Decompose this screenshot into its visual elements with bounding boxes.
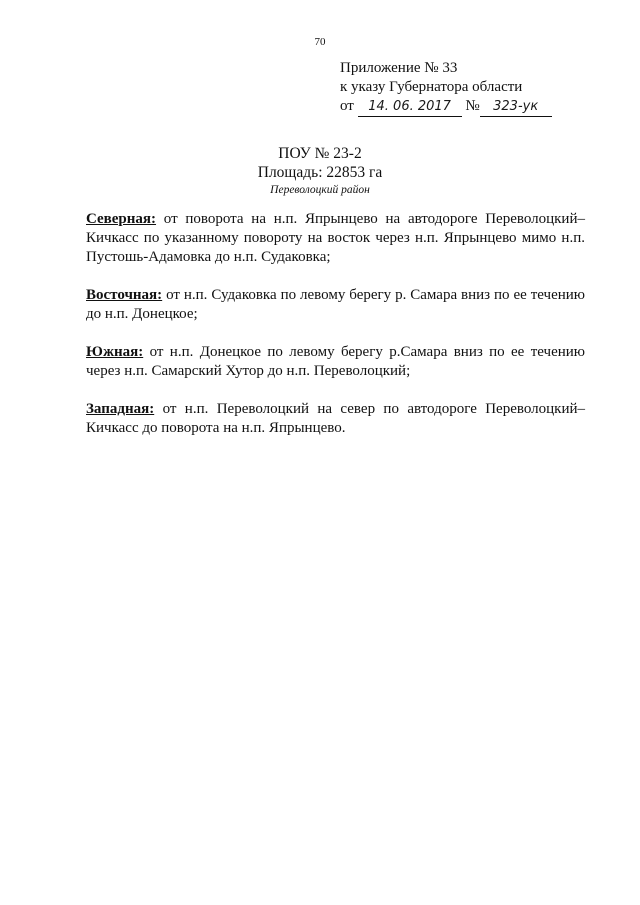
- appendix-title: Приложение № 33: [340, 60, 458, 76]
- boundary-south: [86, 343, 585, 381]
- number-blank: [480, 97, 552, 117]
- boundaries-body: [86, 210, 585, 457]
- boundary-text: от н.п. Судаковка по левому берегу р. Самара вниз по ее течению до н.п. Донецкое;: [86, 287, 585, 322]
- boundary-east: [86, 286, 585, 324]
- handwritten-number: 323-ук: [493, 99, 539, 114]
- district-line: Переволоцкий район: [270, 184, 370, 196]
- date-blank: [358, 97, 462, 117]
- page-number: 70: [314, 36, 326, 48]
- boundary-text: от поворота на н.п. Япрынцево на автодороге Переволоцкий–Кичкасс по указанному повороту на восток через н.п. Япрынцево мимо н.п. Пустошь-Адамовка до н.п. Судаковка;: [86, 211, 585, 265]
- boundary-north: [86, 210, 585, 267]
- number-prefix: №: [465, 98, 480, 114]
- boundary-text: от н.п. Переволоцкий на север по автодороге Переволоцкий–Кичкасс до поворота на н.п. Япрынцево.: [86, 401, 586, 436]
- boundary-west: [86, 400, 585, 438]
- boundary-label: Южная:: [86, 344, 144, 360]
- appendix-date-line: [340, 97, 552, 117]
- appendix-block: [340, 59, 552, 117]
- date-prefix: от: [340, 98, 354, 114]
- document-heading: [0, 144, 640, 198]
- document-title: ПОУ № 23-2: [278, 145, 362, 162]
- boundary-label: Восточная:: [86, 287, 163, 303]
- boundary-label: Северная:: [86, 211, 157, 227]
- handwritten-date: 14. 06. 2017: [368, 99, 451, 114]
- boundary-label: Западная:: [86, 401, 155, 417]
- boundary-text: от н.п. Донецкое по левому берегу р.Самара вниз по ее течению через н.п. Самарский Хутор до н.п. Переволоцкий;: [86, 344, 586, 379]
- appendix-decree-line: к указу Губернатора области: [340, 79, 523, 95]
- area-line: Площадь: 22853 га: [257, 164, 383, 181]
